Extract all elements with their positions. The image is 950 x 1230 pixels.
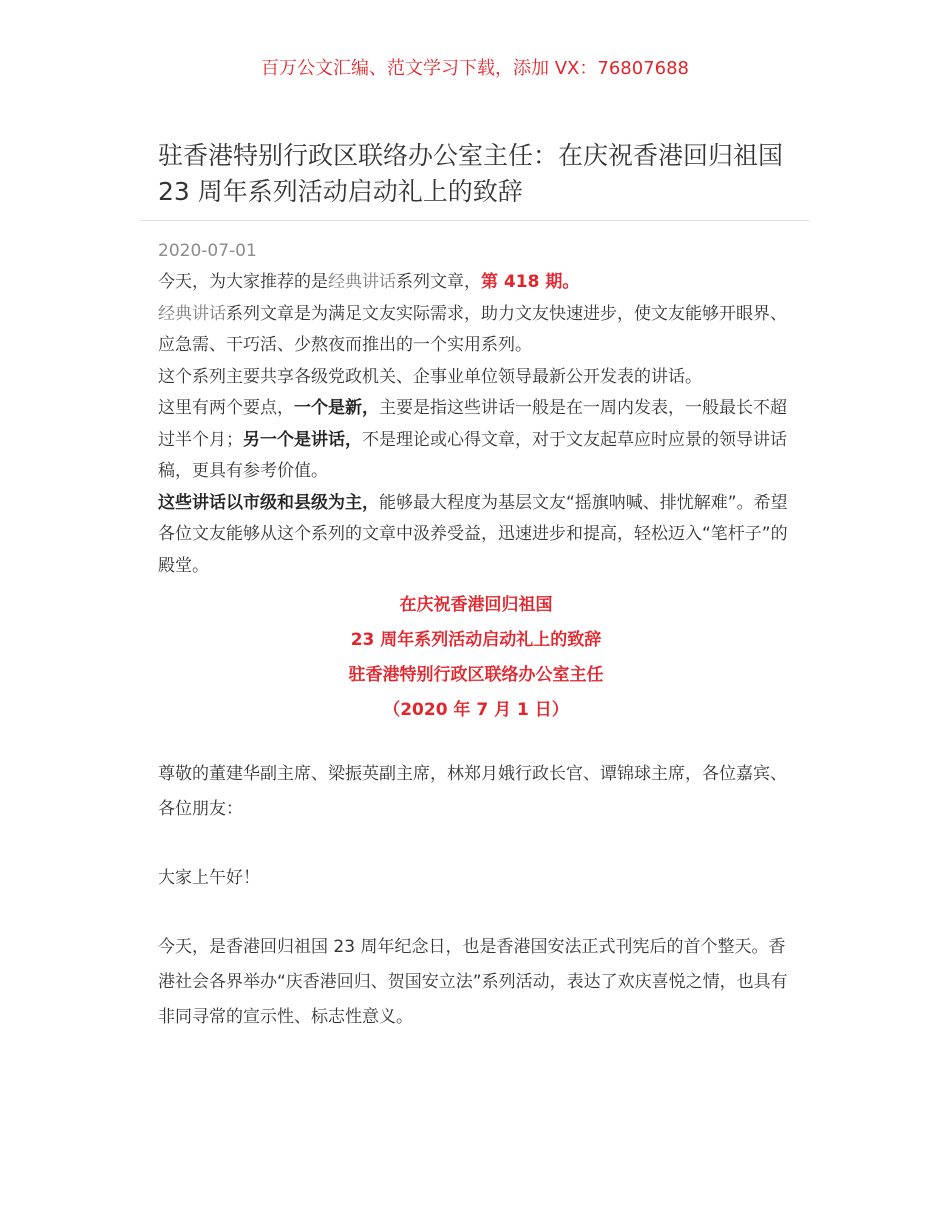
intro-paragraph-1 xyxy=(158,267,794,299)
intro-text: 系列文章是为满足文友实际需求，助力文友快速进步，使文友能够开眼界、应急需、干巧活、少熬夜而推出的一个实用系列。 xyxy=(158,303,787,355)
series-name: 经典讲话 xyxy=(158,303,226,324)
intro-text: 能够最大程度为基层文友“摇旗呐喊、排忧解难”。希望各位文友能够从这个系列的文章中汲养受益，迅速进步和提高，轻松迈入“笔杆子”的殿堂。 xyxy=(158,492,788,576)
intro-emphasis: 这些讲话以市级和县级为主， xyxy=(158,492,379,513)
intro-emphasis: 另一个是讲话， xyxy=(243,429,362,450)
intro-paragraph-3: 这个系列主要共享各级党政机关、企事业单位领导最新公开发表的讲话。 xyxy=(158,366,702,387)
intro-paragraph-5 xyxy=(158,488,794,583)
speech-heading-line-2: 23 周年系列活动启动礼上的致辞 xyxy=(350,630,602,650)
speech-greeting: 大家上午好！ xyxy=(158,868,260,888)
intro-text: 今天，为大家推荐的是 xyxy=(158,272,328,292)
speech-heading xyxy=(158,588,794,728)
intro-paragraph-4 xyxy=(158,393,794,488)
intro-text: 主要是指这些讲话一般是在一周内发表，一般最长不超过半个月； xyxy=(158,398,787,450)
intro-text: 不是理论或心得文章，对于文友起草应时应景的领导讲话稿，更具有参考价值。 xyxy=(158,429,787,481)
series-intro xyxy=(158,267,794,582)
intro-emphasis: 一个是新， xyxy=(294,398,379,418)
intro-text: 这里有两个要点， xyxy=(158,398,294,418)
publish-date: 2020-07-01 xyxy=(158,241,257,261)
series-name: 经典讲话 xyxy=(328,272,396,292)
article-title: 驻香港特别行政区联络办公室主任：在庆祝香港回归祖国 23 周年系列活动启动礼上的致辞 xyxy=(158,141,784,206)
issue-number: 第 418 期。 xyxy=(481,272,580,292)
promo-watermark: 百万公文汇编、范文学习下载，添加 VX：76807688 xyxy=(261,58,689,79)
speech-heading-date: （2020 年 7 月 1 日） xyxy=(383,700,569,720)
title-divider xyxy=(140,220,810,221)
intro-paragraph-2 xyxy=(158,299,794,362)
intro-text: 系列文章， xyxy=(396,272,481,292)
speech-heading-speaker: 驻香港特别行政区联络办公室主任 xyxy=(348,665,604,685)
speech-paragraph-1: 今天，是香港回归祖国 23 周年纪念日，也是香港国安法正式刊宪后的首个整天。香港社会各界举办“庆香港回归、贺国安立法”系列活动，表达了欢庆喜悦之情，也具有非同寻常的宣示性、标志性意义。 xyxy=(158,937,788,1027)
speech-body xyxy=(158,757,794,1069)
speech-heading-line-1: 在庆祝香港回归祖国 xyxy=(399,595,553,615)
speech-salutation: 尊敬的董建华副主席、梁振英副主席，林郑月娥行政长官、谭锦球主席，各位嘉宾、各位朋友： xyxy=(158,764,787,819)
